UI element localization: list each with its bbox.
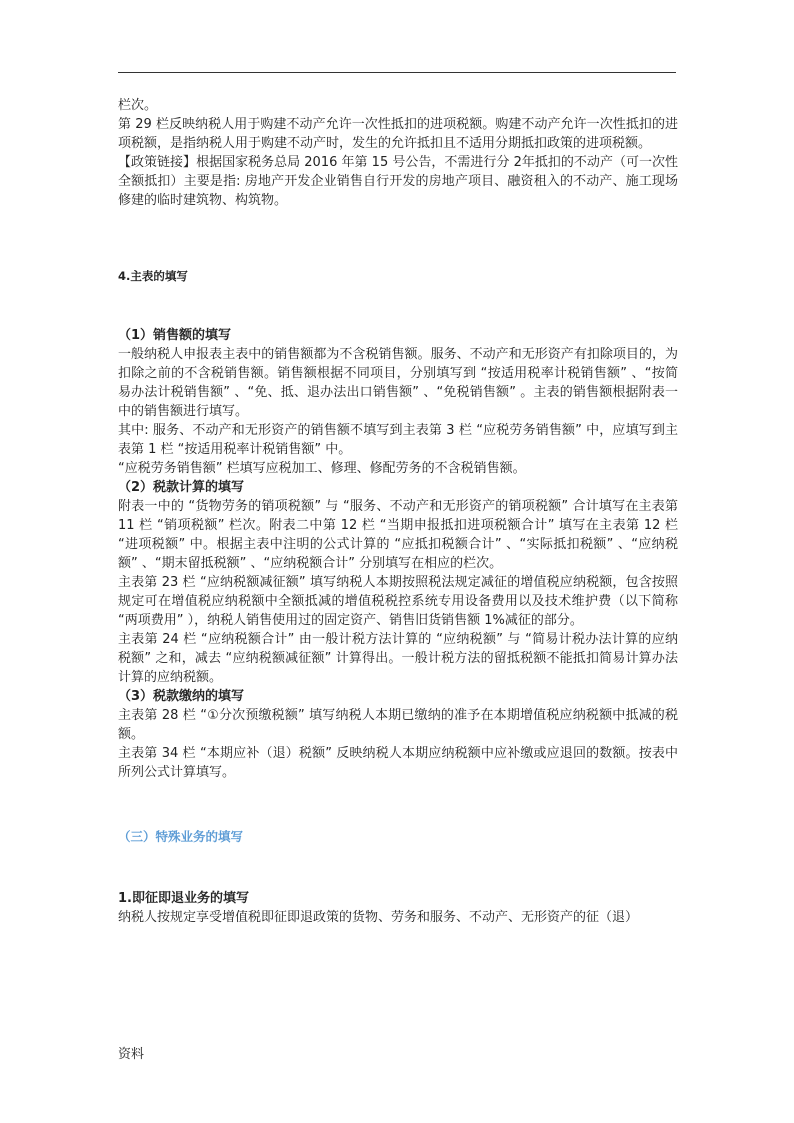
- paragraph: 主表第 24 栏 “应纳税额合计” 由一般计税方法计算的 “应纳税额” 与 “简易计税办法计算的应纳税额” 之和，减去 “应纳税额减征额” 计算得出。一般计税方法的留抵税额不能抵扣简易计算办法计算的应纳税额。: [118, 632, 678, 685]
- subsection-title: （3）税款缴纳的填写: [118, 689, 245, 704]
- paragraph: 一般纳税人申报表主表中的销售额都为不含税销售额。服务、不动产和无形资产有扣除项目的，为扣除之前的不含税销售额。销售额根据不同项目，分别填写到 “按适用税率计税销售额” 、“按简易办法计税销售额” 、“免、抵、退办法出口销售额” 、“免税销售额” 。主表的销售额根据附表一中的销售额进行填写。: [118, 347, 678, 419]
- paragraph: 主表第 34 栏 “本期应补（退）税额” 反映纳税人本期应纳税额中应补缴或应退回的数额。按表中所列公式计算填写。: [118, 746, 678, 780]
- section-heading: 1.即征即退业务的填写: [118, 891, 249, 906]
- paragraph: 附表一中的 “货物劳务的销项税额” 与 “服务、不动产和无形资产的销项税额” 合计填写在主表第 11 栏 “销项税额” 栏次。附表二中第 12 栏 “当期申报抵扣进项税额合计” 填写在主表第 12 栏 “进项税额” 中。根据主表中注明的公式计算的 “应抵扣税额合计” 、“实际抵扣税额” 、“应纳税额” 、“期末留抵税额” 、“应纳税额合计” 分别填写在相应的栏次。: [118, 499, 678, 571]
- paragraph: 其中: 服务、不动产和无形资产的销售额不填写到主表第 3 栏 “应税劳务销售额” 中，应填写到主表第 1 栏 “按适用税率计税销售额” 中。: [118, 423, 678, 457]
- paragraph: 【政策链接】根据国家税务总局 2016 年第 15 号公告，不需进行分 2年抵扣的不动产（可一次性全额抵扣）主要是指: 房地产开发企业销售自行开发的房地产项目、融资租入的不动产、施工现场修建的临时建筑物、构筑物。: [118, 155, 678, 208]
- header-rule: [118, 72, 676, 73]
- paragraph: 栏次。: [118, 98, 158, 113]
- paragraph: 主表第 23 栏 “应纳税额减征额” 填写纳税人本期按照税法规定减征的增值税应纳税额，包含按照规定可在增值税应纳税额中全额抵减的增值税税控系统专用设备费用以及技术维护费（以下简称 “两项费用” ），纳税人销售使用过的固定资产、销售旧货销售额 1%减征的部分。: [118, 575, 678, 628]
- subsection-title: （2）税款计算的填写: [118, 480, 245, 495]
- paragraph: 纳税人按规定享受增值税即征即退政策的货物、劳务和服务、不动产、无形资产的征（退）: [118, 910, 639, 925]
- paragraph: “应税劳务销售额” 栏填写应税加工、修理、修配劳务的不含税销售额。: [118, 461, 526, 476]
- section-heading: 4.主表的填写: [118, 269, 188, 283]
- paragraph: 第 29 栏反映纳税人用于购建不动产允许一次性抵扣的进项税额。购建不动产允许一次性抵扣的进项税额，是指纳税人用于购建不动产时，发生的允许抵扣且不适用分期抵扣政策的进项税额。: [118, 117, 678, 151]
- subsection-title: （1）销售额的填写: [118, 328, 232, 343]
- document-body: [118, 96, 678, 927]
- paragraph: 主表第 28 栏 “①分次预缴税额” 填写纳税人本期已缴纳的准予在本期增值税应纳税额中抵减的税额。: [118, 708, 678, 742]
- footer-label: 资料: [118, 1047, 145, 1062]
- chapter-heading: （三）特殊业务的填写: [118, 829, 244, 844]
